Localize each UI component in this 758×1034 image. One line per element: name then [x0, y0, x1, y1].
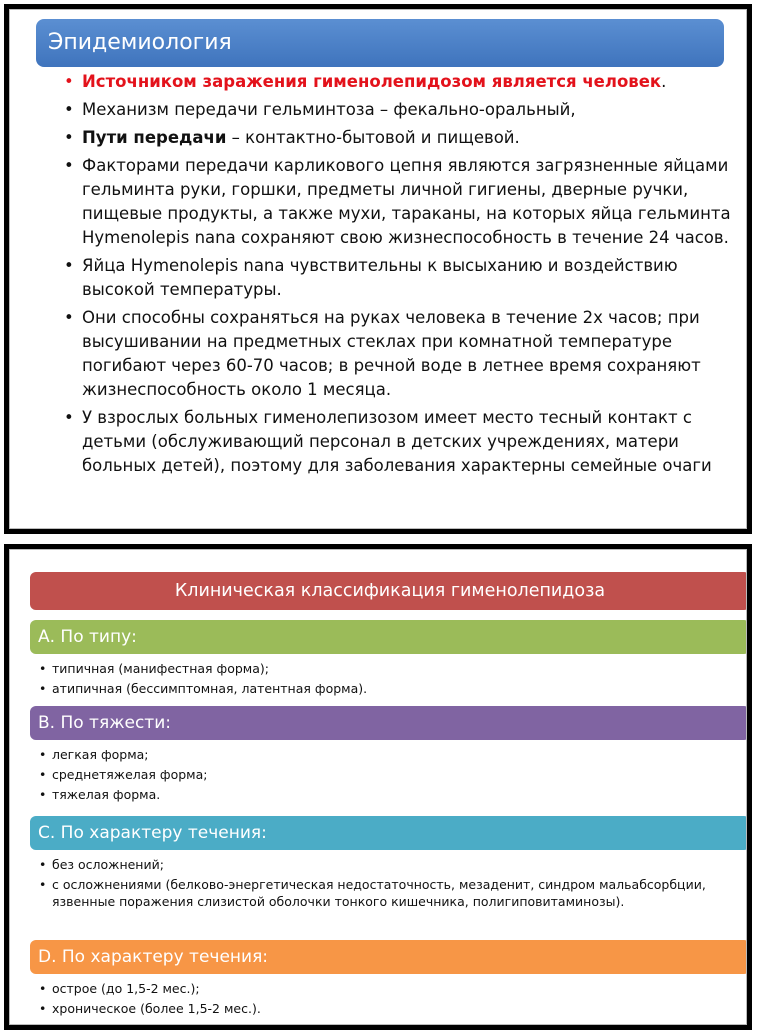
list-item-bold: Пути передачи: [82, 128, 227, 147]
epidemiology-list: [64, 70, 732, 482]
list-item: [64, 126, 732, 150]
list-item: • хроническое (более 1,5-2 мес.).: [38, 1000, 738, 1017]
slide-classification-content: [9, 549, 747, 1025]
list-item-text: Факторами передачи карликового цепня являются загрязненные яйцами гельминта руки, горшки, предметы личной гигиены, дверные ручки, пищевые продукты, а также мухи, тараканы, на которых яйца гельминта Hymenolepis nana сохраняют свою жизнеспособность в течение 24 часов.: [82, 156, 731, 247]
list-item: • без осложнений;: [38, 856, 738, 873]
section-list-course: [38, 856, 738, 913]
list-item: [64, 406, 732, 478]
list-item: [64, 98, 732, 122]
slide-title: Клиническая классификация гименолепидоза: [30, 572, 747, 610]
list-item: • острое (до 1,5-2 мес.);: [38, 980, 738, 997]
list-item-text: Они способны сохраняться на руках человека в течение 2х часов; при высушивании на предметных стеклах при комнатной температуре погибают через 60-70 часов; в речной воде в летнее время сохраняют жизнеспособность около 1 месяца.: [82, 308, 701, 399]
section-header-duration: D. По характеру течения:: [30, 940, 747, 974]
section-list-severity: [38, 746, 738, 806]
list-item-text: Яйца Hymenolepis nana чувствительны к высыханию и воздействию высокой температуры.: [82, 256, 678, 299]
section-header-type: А. По типу:: [30, 620, 747, 654]
slide-epidemiology: [4, 4, 752, 534]
list-item-text: Механизм передачи гельминтоза – фекально-оральный,: [82, 100, 576, 119]
list-item: [64, 306, 732, 402]
list-item: • типичная (манифестная форма);: [38, 660, 738, 677]
section-list-duration: [38, 980, 738, 1020]
list-item: • атипичная (бессимптомная, латентная форма).: [38, 680, 738, 697]
section-list-type: [38, 660, 738, 700]
slide-classification: [4, 544, 752, 1030]
section-header-severity: В. По тяжести:: [30, 706, 747, 740]
slide-epidemiology-content: [9, 9, 747, 529]
list-item-text: – контактно-бытовой и пищевой.: [226, 128, 520, 147]
list-item: [64, 154, 732, 250]
list-item: [64, 254, 732, 302]
list-item-text: У взрослых больных гименолепизозом имеет место тесный контакт с детьми (обслуживающий персонал в детских учреждениях, матери больных детей), поэтому для заболевания характерны семейные очаги: [82, 408, 712, 475]
slide-title: Эпидемиология: [36, 19, 724, 67]
list-item-text: .: [661, 72, 667, 91]
list-item: • среднетяжелая форма;: [38, 766, 738, 783]
list-item: • легкая форма;: [38, 746, 738, 763]
list-item-bold: Источником заражения гименолепидозом является человек: [82, 72, 662, 91]
section-header-course: С. По характеру течения:: [30, 816, 747, 850]
list-item: [64, 70, 732, 94]
list-item: • с осложнениями (белково-энергетическая недостаточность, мезаденит, синдром мальабсорбции, язвенные поражения слизистой оболочки тонкого кишечника, полигиповитаминозы).: [38, 876, 738, 910]
list-item: • тяжелая форма.: [38, 786, 738, 803]
